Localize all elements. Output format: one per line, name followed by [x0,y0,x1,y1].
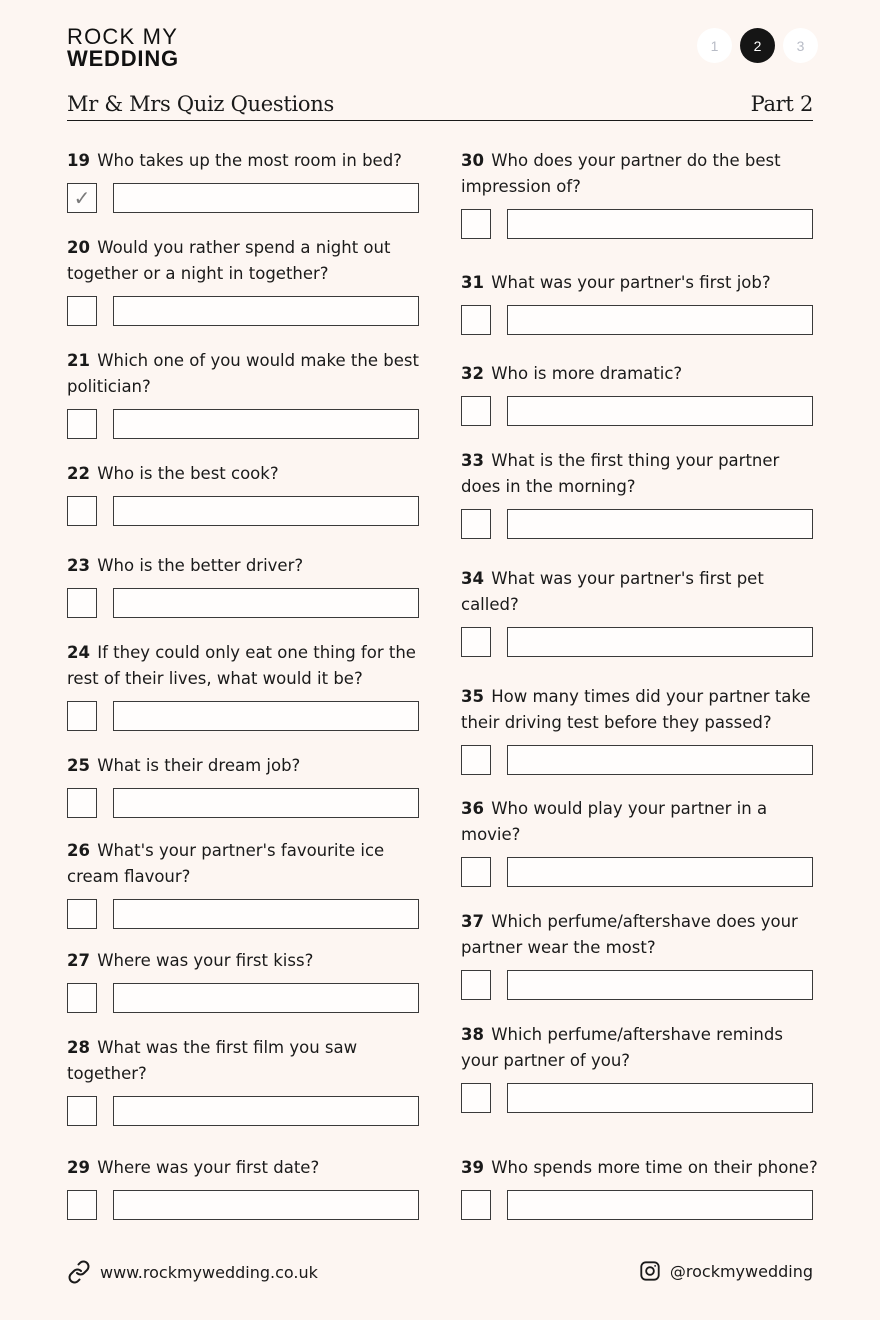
answer-field[interactable] [507,209,813,239]
question-33 [461,448,821,539]
question-text: What's your partner's favourite ice cream flavour? [67,841,385,886]
question-number: 31 [461,273,484,292]
question-37 [461,909,821,1000]
answer-checkbox[interactable] [67,701,97,731]
answer-field[interactable] [113,983,419,1013]
question-number: 27 [67,951,90,970]
question-25 [67,753,427,818]
page-3-button[interactable]: 3 [783,28,818,63]
answer-field[interactable] [507,1190,813,1220]
question-text: Who is the better driver? [97,556,304,575]
question-number: 20 [67,238,90,257]
answer-field[interactable] [113,899,419,929]
answer-field[interactable] [113,1190,419,1220]
answer-field[interactable] [113,409,419,439]
question-26 [67,838,427,929]
answer-field[interactable] [507,627,813,657]
question-number: 34 [461,569,484,588]
question-22 [67,461,427,526]
question-number: 33 [461,451,484,470]
question-text: Which one of you would make the best politician? [67,351,419,396]
question-number: 35 [461,687,484,706]
question-32 [461,361,821,426]
question-text: Where was your first kiss? [97,951,314,970]
question-number: 24 [67,643,90,662]
question-35 [461,684,821,775]
brand-logo [67,26,179,70]
answer-field[interactable] [507,396,813,426]
question-21 [67,348,427,439]
question-text: Would you rather spend a night out together or a night in together? [67,238,391,283]
answer-field[interactable] [113,588,419,618]
question-number: 23 [67,556,90,575]
question-28 [67,1035,427,1126]
answer-field[interactable] [113,296,419,326]
question-19 [67,148,427,213]
question-text: Who spends more time on their phone? [491,1158,818,1177]
answer-checkbox[interactable] [67,496,97,526]
question-23 [67,553,427,618]
answer-field[interactable] [113,183,419,213]
checkmark-icon: ✓ [73,186,91,210]
question-34 [461,566,821,657]
page-1-button[interactable]: 1 [697,28,732,63]
question-38 [461,1022,821,1113]
question-text: Where was your first date? [97,1158,320,1177]
link-icon [67,1260,91,1284]
question-number: 29 [67,1158,90,1177]
page-title: Mr & Mrs Quiz Questions [67,92,334,116]
answer-checkbox[interactable] [461,1190,491,1220]
question-text: What is the first thing your partner does in the morning? [461,451,780,496]
question-number: 26 [67,841,90,860]
answer-field[interactable] [113,788,419,818]
answer-checkbox[interactable] [461,305,491,335]
page-header [67,88,813,121]
answer-checkbox[interactable] [461,745,491,775]
question-31 [461,270,821,335]
answer-checkbox[interactable] [67,296,97,326]
answer-field[interactable] [113,1096,419,1126]
question-27 [67,948,427,1013]
question-number: 36 [461,799,484,818]
question-number: 28 [67,1038,90,1057]
question-text: Who is more dramatic? [491,364,683,383]
answer-field[interactable] [507,1083,813,1113]
answer-field[interactable] [507,509,813,539]
question-number: 38 [461,1025,484,1044]
question-text: Which perfume/aftershave reminds your partner of you? [461,1025,783,1070]
question-36 [461,796,821,887]
question-text: What was your partner's first job? [491,273,771,292]
instagram-icon [639,1260,661,1282]
question-24 [67,640,427,731]
question-text: Who does your partner do the best impression of? [461,151,781,196]
website-link[interactable]: www.rockmywedding.co.uk [100,1262,318,1282]
answer-field[interactable] [507,970,813,1000]
question-text: How many times did your partner take their driving test before they passed? [461,687,811,732]
question-text: Who would play your partner in a movie? [461,799,768,844]
answer-checkbox[interactable] [461,509,491,539]
answer-checkbox[interactable] [461,627,491,657]
answer-field[interactable] [507,857,813,887]
question-number: 30 [461,151,484,170]
brand-line-1: ROCK MY [67,24,179,49]
question-text: What was your partner's first pet called? [461,569,764,614]
question-29 [67,1155,427,1220]
answer-checkbox[interactable] [461,1083,491,1113]
question-number: 22 [67,464,90,483]
question-text: What is their dream job? [97,756,301,775]
question-number: 32 [461,364,484,383]
question-number: 21 [67,351,90,370]
answer-field[interactable] [507,745,813,775]
answer-field[interactable] [507,305,813,335]
answer-checkbox[interactable] [67,409,97,439]
answer-field[interactable] [113,701,419,731]
answer-checkbox[interactable] [461,970,491,1000]
question-number: 19 [67,151,90,170]
answer-checkbox[interactable] [67,588,97,618]
answer-checkbox[interactable] [67,1190,97,1220]
question-text: Who takes up the most room in bed? [97,151,402,170]
question-39 [461,1155,821,1220]
answer-checkbox[interactable] [461,209,491,239]
brand-line-2: WEDDING [67,46,179,71]
question-number: 37 [461,912,484,931]
page-2-button[interactable]: 2 [740,28,775,63]
answer-checkbox[interactable] [461,396,491,426]
question-text: Which perfume/aftershave does your partner wear the most? [461,912,798,957]
question-30 [461,148,821,239]
question-20 [67,235,427,326]
question-text: If they could only eat one thing for the rest of their lives, what would it be? [67,643,416,688]
answer-checkbox[interactable] [461,857,491,887]
question-number: 39 [461,1158,484,1177]
page-pager [697,28,818,63]
answer-checkbox[interactable] [67,788,97,818]
answer-checkbox[interactable] [67,183,97,213]
footer-instagram[interactable] [639,1260,813,1282]
instagram-handle[interactable]: @rockmywedding [669,1261,813,1281]
question-text: What was the first film you saw together? [67,1038,358,1083]
footer-website[interactable] [67,1260,318,1284]
answer-checkbox[interactable] [67,1096,97,1126]
answer-checkbox[interactable] [67,899,97,929]
question-text: Who is the best cook? [97,464,279,483]
part-label: Part 2 [750,92,813,116]
question-number: 25 [67,756,90,775]
answer-checkbox[interactable] [67,983,97,1013]
answer-field[interactable] [113,496,419,526]
